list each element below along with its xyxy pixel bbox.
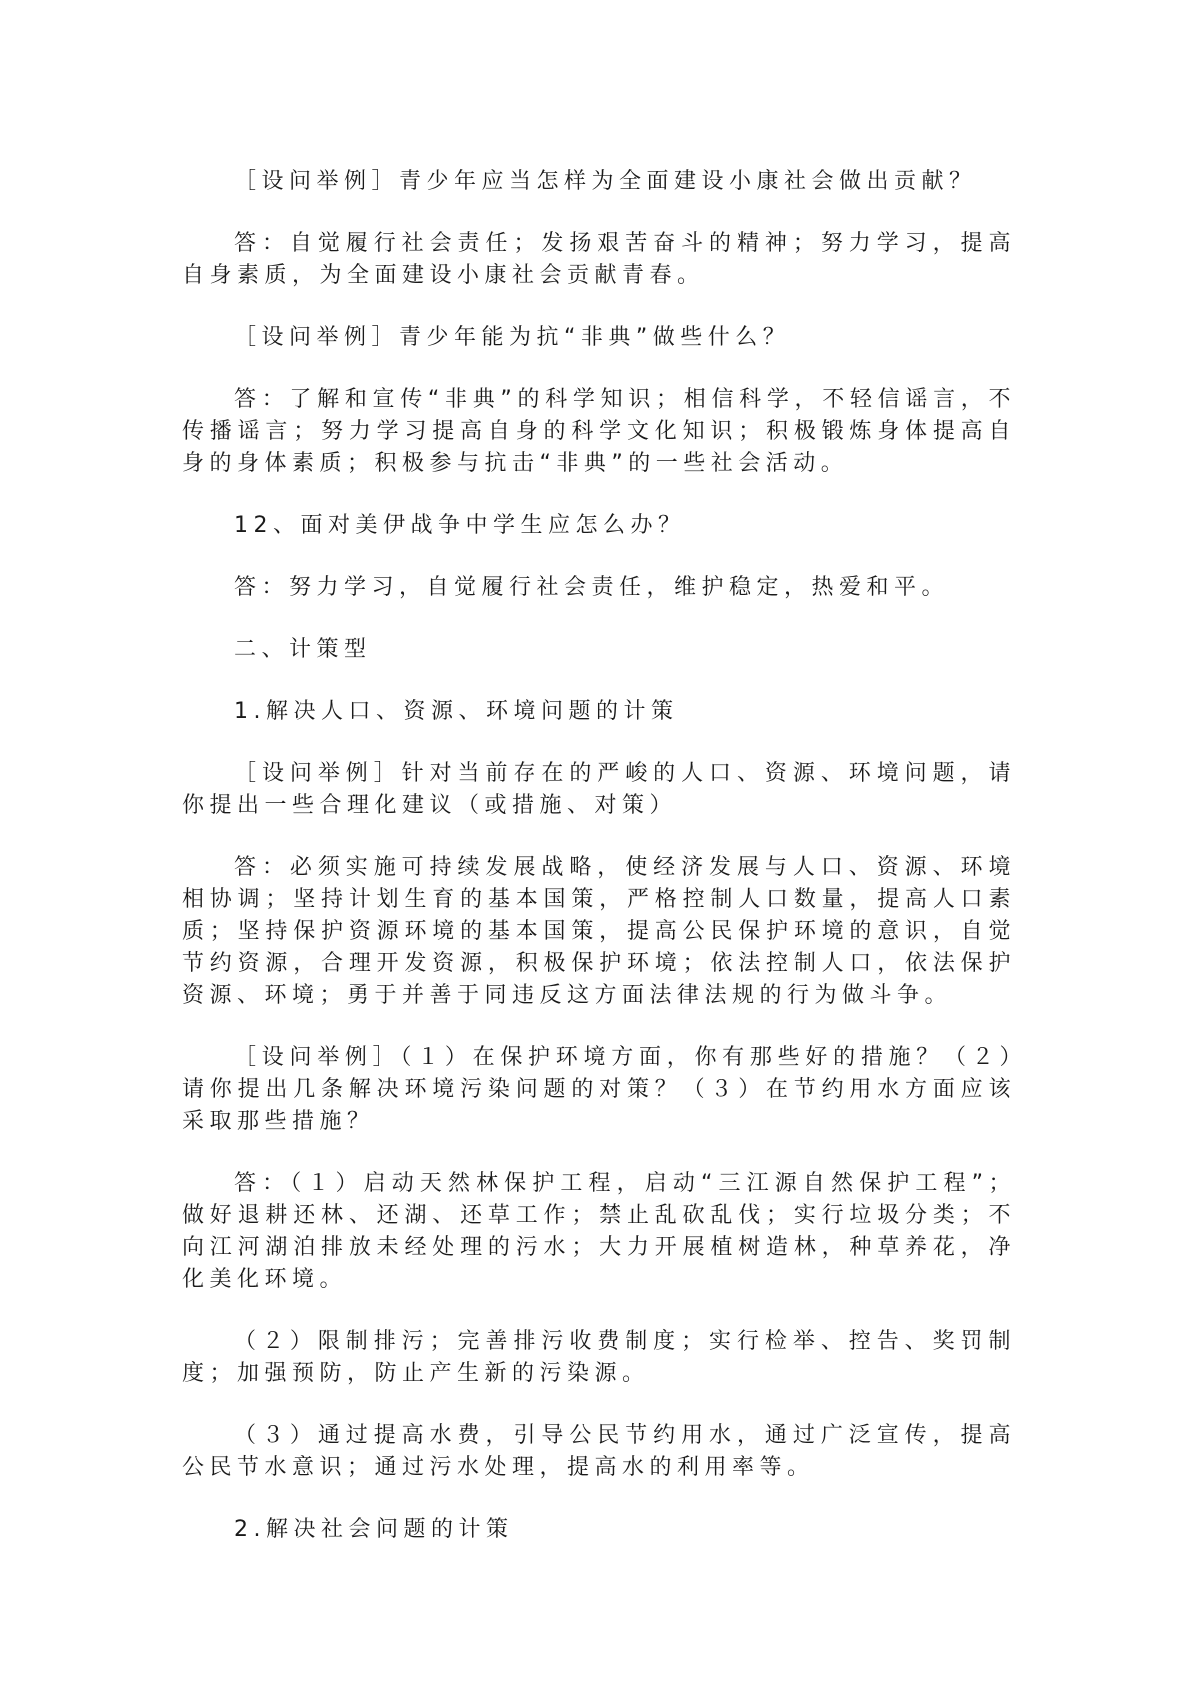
paragraph-answer-4-part-1: 答：（１）启动天然林保护工程，启动“三江源自然保护工程”；做好退耕还林、还湖、还草工作；禁止乱砍乱伐；实行垃圾分类；不向江河湖泊排放未经处理的污水；大力开展植树造林，种草养花，净化美化环境。	[182, 1171, 1016, 1292]
paragraph-example-question-2: ［设问举例］青少年能为抗“非典”做些什么？	[234, 325, 791, 350]
paragraph-answer-12: 答：努力学习，自觉履行社会责任，维护稳定，热爱和平。	[234, 575, 950, 600]
section-heading-strategy: 二、计策型	[234, 637, 372, 662]
paragraph-answer-4-part-3: （３）通过提高水费，引导公民节约用水，通过广泛宣传，提高公民节水意识；通过污水处理，提高水的利用率等。	[182, 1423, 1016, 1480]
subsection-heading-1: 1.解决人口、资源、环境问题的计策	[234, 699, 679, 724]
paragraph-answer-4-part-2: （２）限制排污；完善排污收费制度；实行检举、控告、奖罚制度；加强预防，防止产生新的污染源。	[182, 1329, 1016, 1386]
paragraph-answer-3: 答：必须实施可持续发展战略，使经济发展与人口、资源、环境相协调；坚持计划生育的基本国策，严格控制人口数量，提高人口素质；坚持保护资源环境的基本国策，提高公民保护环境的意识，自觉节约资源，合理开发资源，积极保护环境；依法控制人口，依法保护资源、环境；勇于并善于同违反这方面法律法规的行为做斗争。	[182, 855, 1016, 1008]
paragraph-answer-1: 答：自觉履行社会责任；发扬艰苦奋斗的精神；努力学习，提高自身素质，为全面建设小康社会贡献青春。	[182, 231, 1016, 288]
subsection-heading-2: 2.解决社会问题的计策	[234, 1517, 514, 1542]
paragraph-answer-2: 答：了解和宣传“非典”的科学知识；相信科学，不轻信谣言，不传播谣言；努力学习提高自身的科学文化知识；积极锻炼身体提高自身的身体素质；积极参与抗击“非典”的一些社会活动。	[182, 387, 1016, 476]
paragraph-example-question-1: ［设问举例］青少年应当怎样为全面建设小康社会做出贡献？	[234, 169, 977, 194]
paragraph-example-question-3: ［设问举例］针对当前存在的严峻的人口、资源、环境问题，请你提出一些合理化建议（或措施、对策）	[182, 761, 1016, 818]
paragraph-question-12: 12、面对美伊战争中学生应怎么办？	[234, 513, 686, 538]
paragraph-example-question-4: ［设问举例］（１）在保护环境方面，你有那些好的措施？（２）请你提出几条解决环境污染问题的对策？（３）在节约用水方面应该采取那些措施？	[182, 1045, 1016, 1134]
document-body	[182, 166, 1016, 1576]
